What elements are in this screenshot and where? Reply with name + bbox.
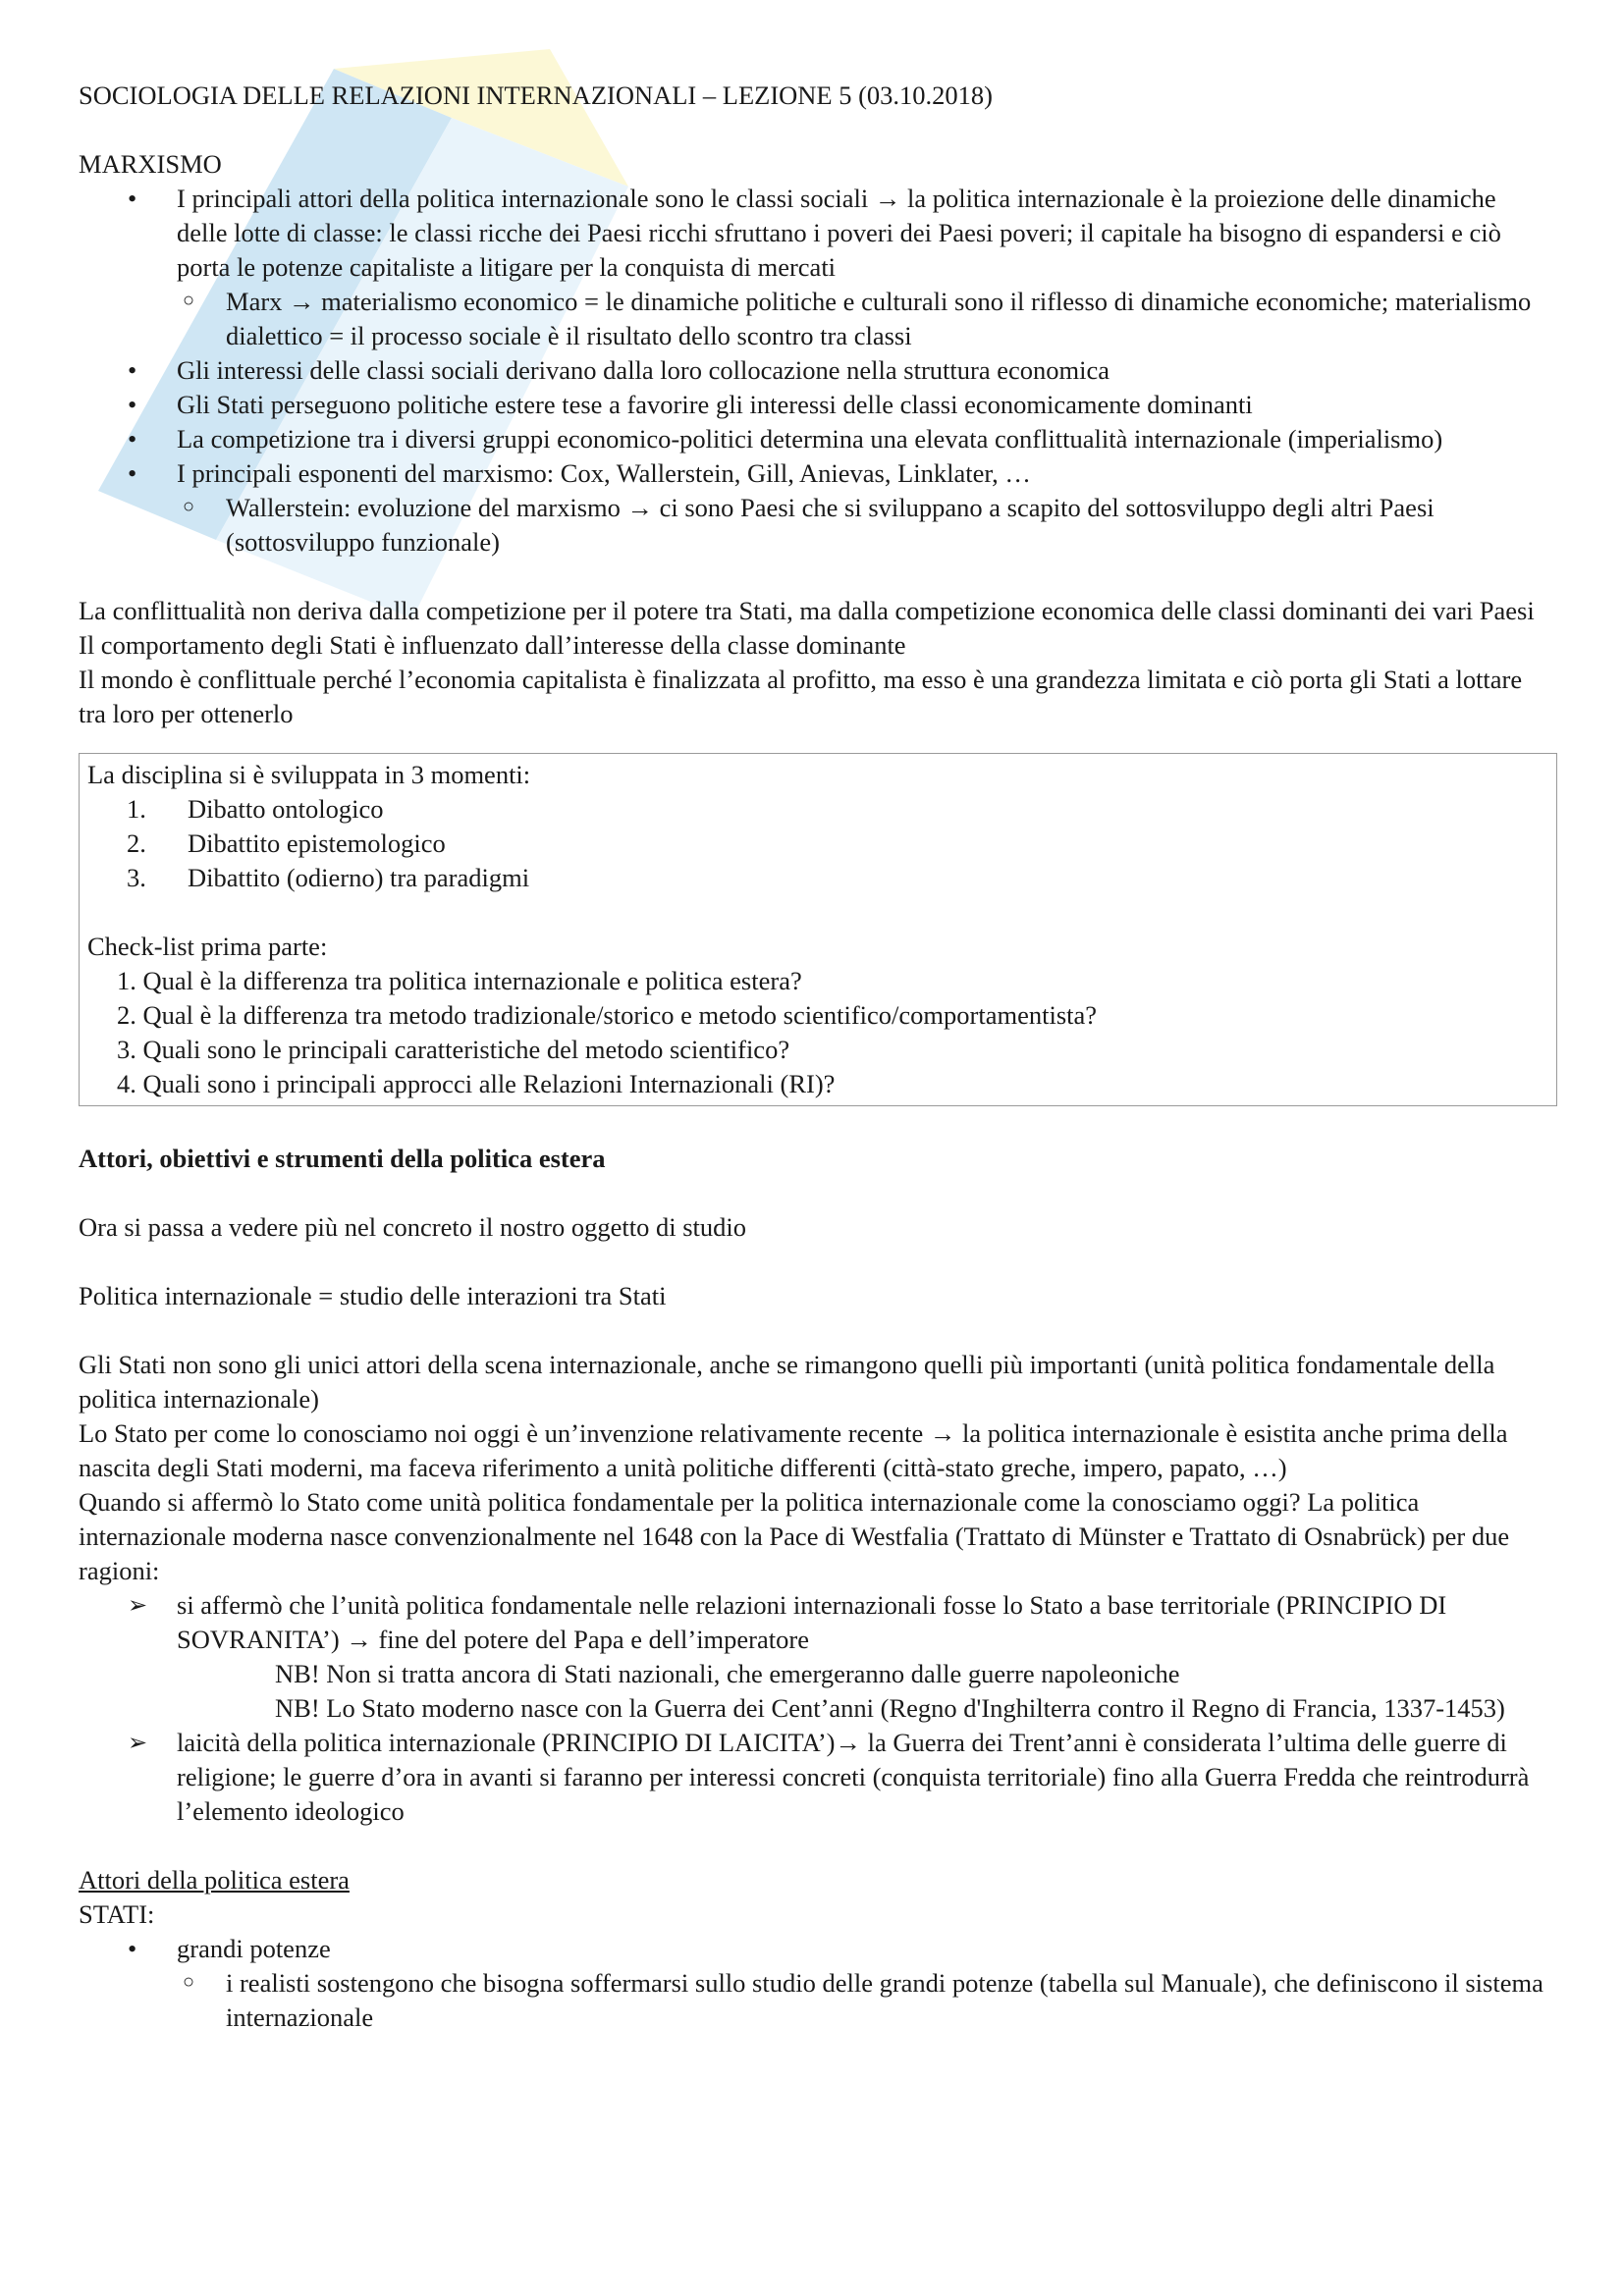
paragraph: Il mondo è conflittuale perché l’economia capitalista è finalizzata al profitto, ma esso è una grandezza limitata e ciò porta gli Stati a lottare tra loro per ottenerlo xyxy=(79,665,1523,728)
sub-list-item: ○ Wallerstein: evoluzione del marxismo → ci sono Paesi che si sviluppano a scapito del sottosviluppo degli altri Paesi (sottosviluppo funzionale) xyxy=(79,491,1551,560)
paragraph: La conflittualità non deriva dalla competizione per il potere tra Stati, ma dalla competizione economica delle classi dominanti dei vari Paesi xyxy=(79,596,1535,625)
section-heading-marxismo: MARXISMO xyxy=(79,149,222,179)
list-item: • Gli Stati perseguono politiche estere tese a favorire gli interessi delle classi economicamente dominanti xyxy=(79,388,1551,422)
list-item: ➢ si affermò che l’unità politica fondamentale nelle relazioni internazionali fosse lo Stato a base territoriale (PRINCIPIO DI SOVRANITA’) → fine del potere del Papa e dell’imperatore xyxy=(79,1588,1551,1657)
list-item: • Gli interessi delle classi sociali derivano dalla loro collocazione nella struttura economica xyxy=(79,353,1551,388)
document-title: SOCIOLOGIA DELLE RELAZIONI INTERNAZIONALI – LEZIONE 5 (03.10.2018) xyxy=(79,80,994,110)
checklist-item: 3. Quali sono le principali caratteristiche del metodo scientifico? xyxy=(117,1035,790,1064)
paragraph: Lo Stato per come lo conosciamo noi oggi è un’invenzione relativamente recente → la politica internazionale è esistita anche prima della nascita degli Stati moderni, ma faceva riferimento a unità politiche differenti (città-stato greche, impero, papato, …) xyxy=(79,1418,1508,1482)
checklist xyxy=(87,964,1548,1101)
sub-list-item: ○ i realisti sostengono che bisogna soffermarsi sullo studio delle grandi potenze (tabella sul Manuale), che definiscono il sistema internazionale xyxy=(79,1966,1551,2035)
paragraph: Quando si affermò lo Stato come unità politica fondamentale per la politica internazionale come la conosciamo oggi? La politica internazionale moderna nasce convenzionalmente nel 1648 con la Pace di Westfalia (Trattato di Münster e Trattato di Osnabrück) per due ragioni: xyxy=(79,1487,1510,1585)
checklist-item: 1. Qual è la differenza tra politica internazionale e politica estera? xyxy=(117,966,802,995)
list-item: • La competizione tra i diversi gruppi economico-politici determina una elevata conflittualità internazionale (imperialismo) xyxy=(79,422,1551,456)
note: NB! Lo Stato moderno nasce con la Guerra dei Cent’anni (Regno d'Inghilterra contro il Regno di Francia, 1337-1453) xyxy=(275,1693,1505,1723)
document-page xyxy=(79,79,1551,2035)
info-box xyxy=(79,753,1557,1106)
paragraph: Politica internazionale = studio delle interazioni tra Stati xyxy=(79,1281,667,1310)
paragraph: Gli Stati non sono gli unici attori della scena internazionale, anche se rimangono quelli più importanti (unità politica fondamentale della politica internazionale) xyxy=(79,1350,1495,1414)
note: NB! Non si tratta ancora di Stati nazionali, che emergeranno dalle guerre napoleoniche xyxy=(275,1659,1180,1688)
checklist-item: 4. Quali sono i principali approcci alle Relazioni Internazionali (RI)? xyxy=(117,1069,836,1098)
list-item: • I principali attori della politica internazionale sono le classi sociali → la politica internazionale è la proiezione delle dinamiche delle lotte di classe: le classi ricche dei Paesi ricchi sfruttano i poveri dei Paesi poveri; il capitale ha bisogno di espandersi e ciò porta le potenze capitaliste a litigare per la conquista di mercati xyxy=(79,182,1551,285)
actors-list xyxy=(79,1932,1551,2035)
list-item: 3. Dibattito (odierno) tra paradigmi xyxy=(127,863,530,892)
marxismo-list xyxy=(79,182,1551,560)
reasons-list xyxy=(79,1588,1551,1829)
section-heading-attori: Attori, obiettivi e strumenti della politica estera xyxy=(79,1144,606,1173)
moments-list xyxy=(87,792,1548,895)
box-intro: La disciplina si è sviluppata in 3 momenti: xyxy=(87,760,531,789)
list-item: 2. Dibattito epistemologico xyxy=(127,828,446,858)
checklist-item: 2. Qual è la differenza tra metodo tradizionale/storico e metodo scientifico/comportamentista? xyxy=(117,1000,1098,1030)
sub-list-item: ○ Marx → materialismo economico = le dinamiche politiche e culturali sono il riflesso di dinamiche economiche; materialismo dialettico = il processo sociale è il risultato dello scontro tra classi xyxy=(79,285,1551,353)
list-item: 1. Dibatto ontologico xyxy=(127,794,384,824)
paragraph: Il comportamento degli Stati è influenzato dall’interesse della classe dominante xyxy=(79,630,906,660)
subsection-heading: Attori della politica estera xyxy=(79,1865,350,1895)
paragraph: Ora si passa a vedere più nel concreto il nostro oggetto di studio xyxy=(79,1212,746,1242)
list-item: • I principali esponenti del marxismo: Cox, Wallerstein, Gill, Anievas, Linklater, … xyxy=(79,456,1551,491)
list-item: ➢ laicità della politica internazionale (PRINCIPIO DI LAICITA’)→ la Guerra dei Trent’anni è considerata l’ultima delle guerre di religione; le guerre d’ora in avanti si faranno per interessi concreti (conquista territoriale) fino alla Guerra Fredda che reintrodurrà l’elemento ideologico xyxy=(79,1726,1551,1829)
list-item: • grandi potenze xyxy=(79,1932,1551,1966)
label-stati: STATI: xyxy=(79,1899,155,1929)
checklist-title: Check-list prima parte: xyxy=(87,932,328,961)
